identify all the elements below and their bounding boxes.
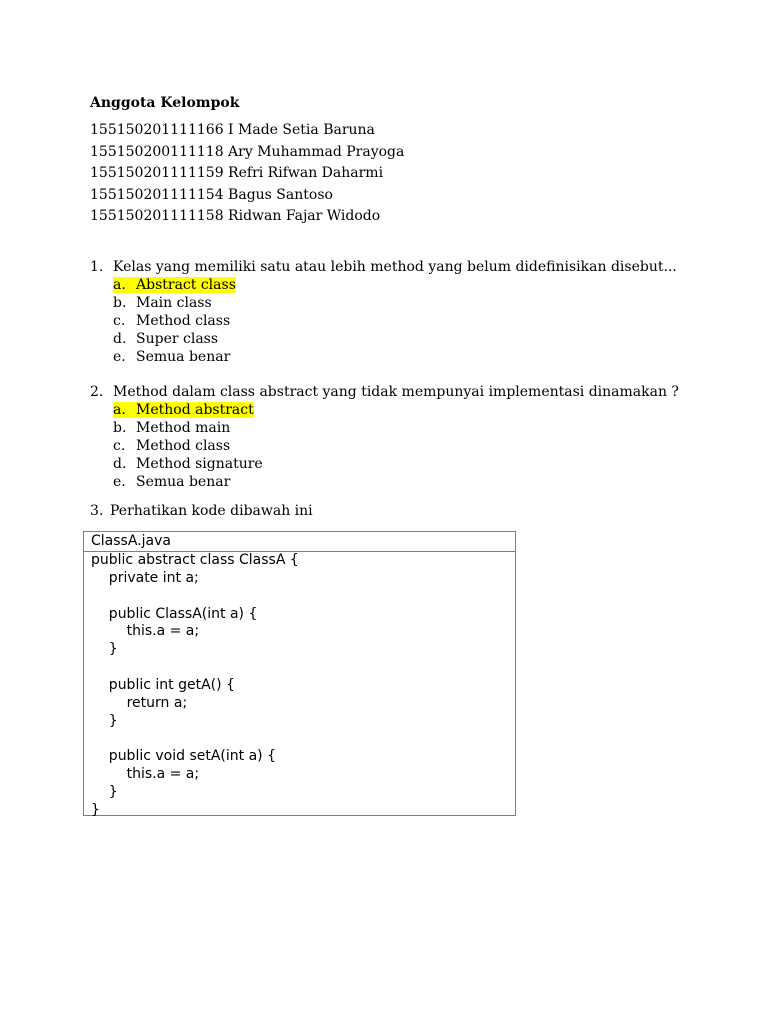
option-letter: d. — [113, 331, 127, 347]
option-list — [113, 401, 679, 491]
option-text: Method main — [136, 420, 231, 436]
option-c — [113, 312, 677, 330]
option-b — [113, 294, 677, 312]
question-text: Method dalam class abstract yang tidak mempunyai implementasi dinamakan ? — [113, 384, 679, 400]
option-text: Super class — [136, 331, 219, 347]
code-line: public ClassA(int a) { — [91, 605, 258, 622]
option-letter: d. — [113, 456, 127, 472]
question-text-row — [90, 258, 677, 276]
code-line: this.a = a; — [91, 623, 200, 640]
group-heading: Anggota Kelompok — [90, 95, 240, 111]
option-letter: b. — [113, 295, 127, 311]
code-line: private int a; — [91, 569, 199, 586]
question-text-row — [90, 383, 679, 401]
option-d — [113, 455, 679, 473]
option-e — [113, 348, 677, 366]
member-item: 155150200111118 Ary Muhammad Prayoga — [90, 143, 405, 160]
option-a — [113, 401, 679, 419]
question-number: 1. — [90, 259, 104, 275]
code-line: this.a = a; — [91, 766, 200, 783]
code-line: } — [91, 641, 118, 658]
option-text: Method class — [136, 438, 231, 454]
code-line: } — [91, 801, 100, 818]
option-text: Method class — [136, 313, 231, 329]
member-item: 155150201111154 Bagus Santoso — [90, 186, 333, 203]
option-letter: c. — [113, 313, 126, 329]
option-text: Method abstract — [136, 402, 254, 418]
option-a — [113, 276, 677, 294]
question-3 — [90, 502, 313, 520]
question-text: Perhatikan kode dibawah ini — [110, 503, 313, 519]
option-c — [113, 437, 679, 455]
option-d — [113, 330, 677, 348]
question-number: 2. — [90, 384, 104, 400]
code-filename: ClassA.java — [84, 532, 515, 552]
option-text: Semua benar — [136, 474, 231, 490]
option-list — [113, 276, 677, 366]
option-b — [113, 419, 679, 437]
option-letter: a. — [113, 402, 126, 418]
code-line — [91, 588, 515, 606]
question-2 — [90, 383, 679, 491]
option-e — [113, 473, 679, 491]
option-text: Main class — [136, 295, 212, 311]
option-text: Method signature — [136, 456, 263, 472]
code-line: } — [91, 783, 118, 800]
code-line — [91, 730, 515, 748]
option-letter: e. — [113, 474, 126, 490]
question-1 — [90, 258, 677, 366]
member-item: 155150201111158 Ridwan Fajar Widodo — [90, 208, 381, 224]
question-text-row — [90, 502, 313, 520]
code-table — [83, 531, 516, 816]
member-list — [90, 120, 404, 228]
code-line: public int getA() { — [91, 676, 235, 693]
code-line: public void setA(int a) { — [91, 748, 276, 765]
answer-highlight — [113, 402, 254, 418]
code-line: public abstract class ClassA { — [91, 552, 299, 568]
code-line: } — [91, 712, 118, 729]
member-item: 155150201111159 Refri Rifwan Daharmi — [90, 165, 384, 181]
option-letter: e. — [113, 349, 126, 365]
question-text: Kelas yang memiliki satu atau lebih method yang belum didefinisikan disebut... — [113, 259, 677, 275]
question-number: 3. — [90, 503, 104, 519]
option-text: Semua benar — [136, 349, 231, 365]
option-letter: a. — [113, 277, 126, 293]
code-block — [84, 552, 515, 820]
option-letter: c. — [113, 438, 126, 454]
member-item: 155150201111166 I Made Setia Baruna — [90, 122, 375, 138]
option-text: Abstract class — [136, 277, 236, 293]
code-line — [91, 659, 515, 677]
code-line: return a; — [91, 694, 188, 711]
option-letter: b. — [113, 420, 127, 436]
answer-highlight — [113, 277, 236, 293]
